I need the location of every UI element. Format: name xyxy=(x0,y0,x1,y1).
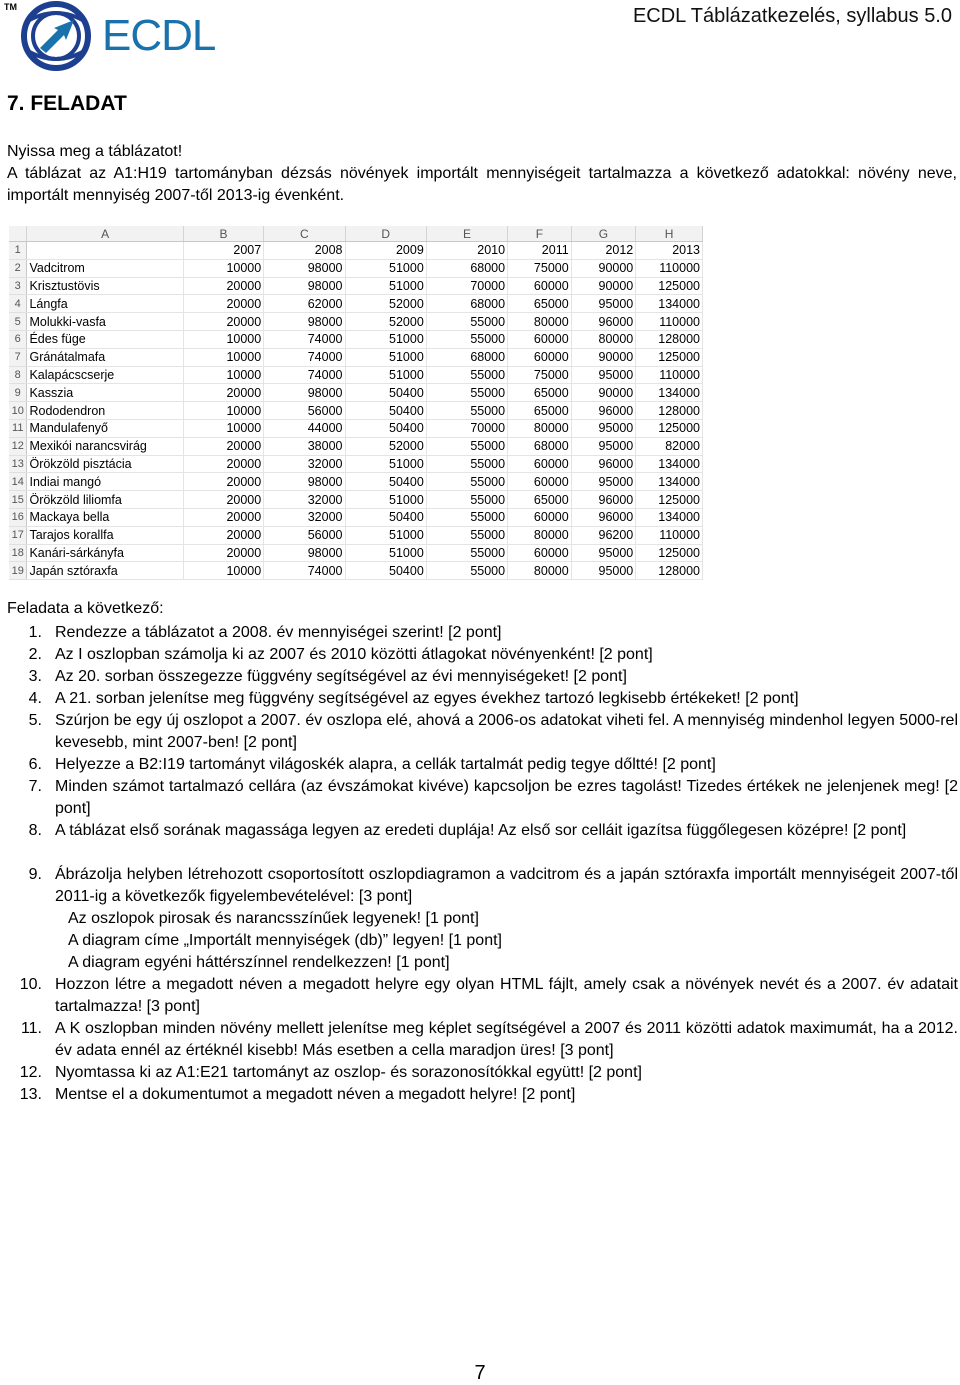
value-cell: 2012 xyxy=(571,242,636,260)
row-number: 2 xyxy=(9,259,27,277)
value-cell: 96200 xyxy=(571,526,636,544)
value-cell: 96000 xyxy=(571,491,636,509)
value-cell: 10000 xyxy=(183,419,263,437)
value-cell: 32000 xyxy=(264,455,345,473)
value-cell: 96000 xyxy=(571,508,636,526)
task-number: 1. xyxy=(28,624,42,641)
table-row xyxy=(9,544,703,562)
task-text: Ábrázolja helyben létrehozott csoportosított oszlopdiagramon a vadcitrom és a japán sztóraxfa importált mennyiségeit 2007-től 2011-ig a következők figyelembevételével: [3 pont] xyxy=(55,866,958,905)
value-cell: 98000 xyxy=(264,384,345,402)
table-row xyxy=(9,508,703,526)
task-number: 6. xyxy=(28,756,42,773)
value-cell: 52000 xyxy=(345,437,426,455)
value-cell: 65000 xyxy=(508,402,572,420)
intro-line: A táblázat az A1:H19 tartományban dézsás növények importált mennyiségeit tartalmazza a következő adatokkal: növény neve, importált mennyiség 2007-től 2013-ig évenként. xyxy=(7,165,957,204)
value-cell: 96000 xyxy=(571,402,636,420)
plant-name-cell: Molukki-vasfa xyxy=(27,313,183,331)
value-cell: 10000 xyxy=(183,402,263,420)
plant-name-cell: Örökzöld liliomfa xyxy=(27,491,183,509)
value-cell: 98000 xyxy=(264,473,345,491)
value-cell: 98000 xyxy=(264,277,345,295)
ecdl-logo-text: ECDL xyxy=(102,11,216,60)
value-cell: 2013 xyxy=(636,242,703,260)
value-cell: 74000 xyxy=(264,330,345,348)
value-cell: 55000 xyxy=(426,455,507,473)
task-item xyxy=(0,776,960,820)
value-cell: 125000 xyxy=(636,491,703,509)
value-cell: 70000 xyxy=(426,277,507,295)
value-cell: 65000 xyxy=(508,384,572,402)
value-cell: 80000 xyxy=(571,330,636,348)
value-cell: 95000 xyxy=(571,366,636,384)
value-cell: 95000 xyxy=(571,473,636,491)
value-cell: 74000 xyxy=(264,562,345,580)
task-text: Mentse el a dokumentumot a megadott néven a megadott helyre! [2 pont] xyxy=(55,1086,576,1103)
task-item xyxy=(0,1062,960,1084)
row-number: 16 xyxy=(9,508,27,526)
value-cell: 134000 xyxy=(636,473,703,491)
value-cell: 50400 xyxy=(345,402,426,420)
task-number: 11. xyxy=(20,1020,42,1037)
value-cell: 82000 xyxy=(636,437,703,455)
value-cell: 51000 xyxy=(345,277,426,295)
task-subitem: Az oszlopok pirosak és narancsszínűek legyenek! [1 pont] xyxy=(68,910,479,927)
value-cell: 80000 xyxy=(508,313,572,331)
table-row xyxy=(9,384,703,402)
value-cell: 50400 xyxy=(345,419,426,437)
plant-name-cell: Kalapácscserje xyxy=(27,366,183,384)
table-row xyxy=(9,330,703,348)
column-header: G xyxy=(571,226,636,242)
value-cell: 20000 xyxy=(183,384,263,402)
column-header: F xyxy=(508,226,572,242)
value-cell: 125000 xyxy=(636,277,703,295)
value-cell: 55000 xyxy=(426,330,507,348)
value-cell: 20000 xyxy=(183,313,263,331)
table-row xyxy=(9,526,703,544)
value-cell: 134000 xyxy=(636,455,703,473)
value-cell: 56000 xyxy=(264,402,345,420)
row-number: 15 xyxy=(9,491,27,509)
value-cell: 90000 xyxy=(571,384,636,402)
task-item xyxy=(0,754,960,776)
value-cell: 95000 xyxy=(571,419,636,437)
value-cell: 51000 xyxy=(345,259,426,277)
task-number: 13. xyxy=(19,1086,42,1103)
task-item xyxy=(0,666,960,688)
value-cell: 134000 xyxy=(636,295,703,313)
table-row xyxy=(9,455,703,473)
value-cell: 80000 xyxy=(508,419,572,437)
value-cell: 95000 xyxy=(571,562,636,580)
value-cell: 2010 xyxy=(426,242,507,260)
table-row xyxy=(9,473,703,491)
ecdl-globe-icon xyxy=(18,0,94,72)
intro-line: Nyissa meg a táblázatot! xyxy=(7,143,183,160)
value-cell: 110000 xyxy=(636,526,703,544)
table-row xyxy=(9,366,703,384)
value-cell: 60000 xyxy=(508,508,572,526)
plant-name-cell: Mexikói narancsvirág xyxy=(27,437,183,455)
task-item xyxy=(0,710,960,754)
value-cell: 20000 xyxy=(183,526,263,544)
value-cell: 134000 xyxy=(636,508,703,526)
plant-name-cell: Gránátalmafa xyxy=(27,348,183,366)
table-row xyxy=(9,348,703,366)
task-item xyxy=(0,622,960,644)
value-cell: 80000 xyxy=(508,562,572,580)
value-cell: 60000 xyxy=(508,455,572,473)
value-cell: 38000 xyxy=(264,437,345,455)
value-cell: 50400 xyxy=(345,384,426,402)
table-row xyxy=(9,259,703,277)
value-cell: 90000 xyxy=(571,259,636,277)
row-number: 17 xyxy=(9,526,27,544)
table-row xyxy=(9,313,703,331)
plant-name-cell: Vadcitrom xyxy=(27,259,183,277)
value-cell: 20000 xyxy=(183,473,263,491)
value-cell: 68000 xyxy=(426,295,507,313)
value-cell: 98000 xyxy=(264,259,345,277)
table-row xyxy=(9,277,703,295)
plant-name-cell: Lángfa xyxy=(27,295,183,313)
row-number: 7 xyxy=(9,348,27,366)
value-cell: 50400 xyxy=(345,562,426,580)
value-cell: 65000 xyxy=(508,491,572,509)
task-text: Az 20. sorban összegezze függvény segítségével az évi mennyiségeket! [2 pont] xyxy=(55,668,627,685)
value-cell: 98000 xyxy=(264,544,345,562)
row-number: 4 xyxy=(9,295,27,313)
row-number: 1 xyxy=(9,242,27,260)
value-cell: 55000 xyxy=(426,402,507,420)
table-row xyxy=(9,295,703,313)
value-cell: 10000 xyxy=(183,330,263,348)
value-cell: 125000 xyxy=(636,419,703,437)
task-text: Hozzon létre a megadott néven a megadott helyre egy olyan HTML fájlt, amely csak a növények nevét és a 2007. év adatait tartalmazza! [3 pont] xyxy=(55,976,958,1015)
value-cell: 51000 xyxy=(345,455,426,473)
task-text: Helyezze a B2:I19 tartományt világoskék alapra, a cellák tartalmát pedig tegye dőltté! [2 pont] xyxy=(55,756,716,773)
value-cell: 90000 xyxy=(571,277,636,295)
task-number: 10. xyxy=(19,976,42,993)
column-header: A xyxy=(27,226,183,242)
value-cell: 134000 xyxy=(636,384,703,402)
value-cell: 51000 xyxy=(345,348,426,366)
value-cell: 60000 xyxy=(508,473,572,491)
value-cell: 95000 xyxy=(571,295,636,313)
task-number: 9. xyxy=(28,866,42,883)
value-cell: 55000 xyxy=(426,526,507,544)
row-number: 6 xyxy=(9,330,27,348)
row-number: 14 xyxy=(9,473,27,491)
task-number: 4. xyxy=(28,690,42,707)
value-cell: 55000 xyxy=(426,437,507,455)
task-item xyxy=(0,688,960,710)
value-cell: 10000 xyxy=(183,259,263,277)
value-cell: 74000 xyxy=(264,366,345,384)
task-item xyxy=(0,974,960,1018)
column-header: E xyxy=(426,226,507,242)
value-cell: 10000 xyxy=(183,562,263,580)
task-number: 12. xyxy=(19,1064,42,1081)
value-cell: 50400 xyxy=(345,508,426,526)
row-number: 12 xyxy=(9,437,27,455)
plant-name-cell: Rododendron xyxy=(27,402,183,420)
value-cell: 55000 xyxy=(426,366,507,384)
value-cell: 32000 xyxy=(264,508,345,526)
plant-name-cell: Indiai mangó xyxy=(27,473,183,491)
value-cell: 96000 xyxy=(571,455,636,473)
value-cell: 110000 xyxy=(636,313,703,331)
value-cell: 2011 xyxy=(508,242,572,260)
value-cell: 20000 xyxy=(183,437,263,455)
column-header: D xyxy=(345,226,426,242)
value-cell: 52000 xyxy=(345,313,426,331)
value-cell: 56000 xyxy=(264,526,345,544)
value-cell: 55000 xyxy=(426,473,507,491)
plant-name-cell: Mackaya bella xyxy=(27,508,183,526)
row-number: 9 xyxy=(9,384,27,402)
task-subitem: A diagram egyéni háttérszínnel rendelkezzen! [1 pont] xyxy=(68,954,450,971)
value-cell: 75000 xyxy=(508,366,572,384)
task-list xyxy=(0,622,960,1106)
task-title: 7. FELADAT xyxy=(7,92,127,115)
value-cell: 75000 xyxy=(508,259,572,277)
value-cell: 44000 xyxy=(264,419,345,437)
plant-name-cell: Örökzöld pisztácia xyxy=(27,455,183,473)
task-number: 8. xyxy=(28,822,42,839)
value-cell: 20000 xyxy=(183,544,263,562)
task-item xyxy=(0,820,960,842)
row-number: 5 xyxy=(9,313,27,331)
row-number: 19 xyxy=(9,562,27,580)
value-cell: 2008 xyxy=(264,242,345,260)
value-cell: 55000 xyxy=(426,508,507,526)
table-row xyxy=(9,242,703,260)
value-cell: 74000 xyxy=(264,348,345,366)
value-cell: 70000 xyxy=(426,419,507,437)
intro-text xyxy=(7,141,957,207)
plant-name-cell: Édes füge xyxy=(27,330,183,348)
value-cell: 51000 xyxy=(345,544,426,562)
value-cell: 2009 xyxy=(345,242,426,260)
value-cell: 60000 xyxy=(508,330,572,348)
value-cell: 60000 xyxy=(508,348,572,366)
task-text: A 21. sorban jelenítse meg függvény segítségével az egyes évekhez tartozó legkisebb értékeket! [2 pont] xyxy=(55,690,799,707)
header-title: ECDL Táblázatkezelés, syllabus 5.0 xyxy=(632,5,952,27)
plant-name-cell: Tarajos korallfa xyxy=(27,526,183,544)
value-cell: 55000 xyxy=(426,562,507,580)
column-header: H xyxy=(636,226,703,242)
value-cell: 95000 xyxy=(571,544,636,562)
task-text: A K oszlopban minden növény mellett jelenítse meg képlet segítségével a 2007 és 2011 közötti adatok maximumát, ha a 2012. év adata ennél az értéknél kisebb! Más esetben a cella maradjon üres! [3 pont] xyxy=(55,1020,958,1059)
value-cell: 60000 xyxy=(508,277,572,295)
spreadsheet-screenshot xyxy=(9,226,703,578)
page-number: 7 xyxy=(474,1362,486,1384)
value-cell: 50400 xyxy=(345,473,426,491)
task-item xyxy=(0,1084,960,1106)
ecdl-logo xyxy=(4,0,224,72)
task-number: 3. xyxy=(28,668,42,685)
spreadsheet-table xyxy=(9,226,703,580)
value-cell: 20000 xyxy=(183,455,263,473)
value-cell: 55000 xyxy=(426,384,507,402)
task-item xyxy=(0,1018,960,1062)
value-cell: 20000 xyxy=(183,295,263,313)
task-item xyxy=(0,644,960,666)
table-row xyxy=(9,419,703,437)
row-number: 11 xyxy=(9,419,27,437)
value-cell: 110000 xyxy=(636,259,703,277)
value-cell: 68000 xyxy=(426,259,507,277)
table-row xyxy=(9,437,703,455)
value-cell: 125000 xyxy=(636,348,703,366)
row-number: 13 xyxy=(9,455,27,473)
value-cell: 55000 xyxy=(426,491,507,509)
task-text: Rendezze a táblázatot a 2008. év mennyiségei szerint! [2 pont] xyxy=(55,624,502,641)
value-cell: 80000 xyxy=(508,526,572,544)
plant-name-cell xyxy=(27,242,183,260)
tasks-label: Feladata a következő: xyxy=(7,600,164,617)
value-cell: 20000 xyxy=(183,277,263,295)
value-cell: 110000 xyxy=(636,366,703,384)
table-row xyxy=(9,562,703,580)
task-text: Nyomtassa ki az A1:E21 tartományt az oszlop- és sorazonosítókkal együtt! [2 pont] xyxy=(55,1064,642,1081)
task-number: 2. xyxy=(28,646,42,663)
plant-name-cell: Mandulafenyő xyxy=(27,419,183,437)
value-cell: 90000 xyxy=(571,348,636,366)
value-cell: 128000 xyxy=(636,330,703,348)
column-header: B xyxy=(183,226,263,242)
row-number: 8 xyxy=(9,366,27,384)
column-header: C xyxy=(264,226,345,242)
value-cell: 98000 xyxy=(264,313,345,331)
value-cell: 55000 xyxy=(426,313,507,331)
row-number: 10 xyxy=(9,402,27,420)
task-text: Minden számot tartalmazó cellára (az évszámokat kivéve) kapcsoljon be ezres tagolást! Tizedes értékek ne jelenjenek meg! [2 pont] xyxy=(55,778,958,817)
value-cell: 128000 xyxy=(636,562,703,580)
value-cell: 20000 xyxy=(183,508,263,526)
value-cell: 32000 xyxy=(264,491,345,509)
value-cell: 2007 xyxy=(183,242,263,260)
table-row xyxy=(9,491,703,509)
plant-name-cell: Kanári-sárkányfa xyxy=(27,544,183,562)
row-number: 3 xyxy=(9,277,27,295)
task-text: Szúrjon be egy új oszlopot a 2007. év oszlopa elé, ahová a 2006-os adatokat viheti fel. A mennyiség mindenhol legyen 5000-rel kevesebb, mint 2007-ben! [2 pont] xyxy=(55,712,958,751)
value-cell: 52000 xyxy=(345,295,426,313)
value-cell: 10000 xyxy=(183,366,263,384)
plant-name-cell: Krisztustövis xyxy=(27,277,183,295)
value-cell: 128000 xyxy=(636,402,703,420)
task-text: Az I oszlopban számolja ki az 2007 és 2010 közötti átlagokat növényenként! [2 pont] xyxy=(55,646,653,663)
value-cell: 125000 xyxy=(636,544,703,562)
task-number: 5. xyxy=(28,712,42,729)
trademark-mark: TM xyxy=(4,2,17,12)
task-item xyxy=(0,864,960,974)
value-cell: 20000 xyxy=(183,491,263,509)
task-number: 7. xyxy=(28,778,42,795)
plant-name-cell: Japán sztóraxfa xyxy=(27,562,183,580)
task-subitem: A diagram címe „Importált mennyiségek (db)” legyen! [1 pont] xyxy=(68,932,502,949)
value-cell: 55000 xyxy=(426,544,507,562)
value-cell: 10000 xyxy=(183,348,263,366)
value-cell: 96000 xyxy=(571,313,636,331)
value-cell: 62000 xyxy=(264,295,345,313)
task-text: A táblázat első sorának magassága legyen az eredeti duplája! Az első sor celláit igazítsa függőlegesen középre! [2 pont] xyxy=(55,822,907,839)
value-cell: 51000 xyxy=(345,330,426,348)
plant-name-cell: Kasszia xyxy=(27,384,183,402)
value-cell: 95000 xyxy=(571,437,636,455)
value-cell: 51000 xyxy=(345,366,426,384)
table-row xyxy=(9,402,703,420)
row-number: 18 xyxy=(9,544,27,562)
value-cell: 51000 xyxy=(345,526,426,544)
sheet-corner xyxy=(9,226,27,242)
value-cell: 68000 xyxy=(508,437,572,455)
value-cell: 60000 xyxy=(508,544,572,562)
value-cell: 68000 xyxy=(426,348,507,366)
value-cell: 51000 xyxy=(345,491,426,509)
value-cell: 65000 xyxy=(508,295,572,313)
